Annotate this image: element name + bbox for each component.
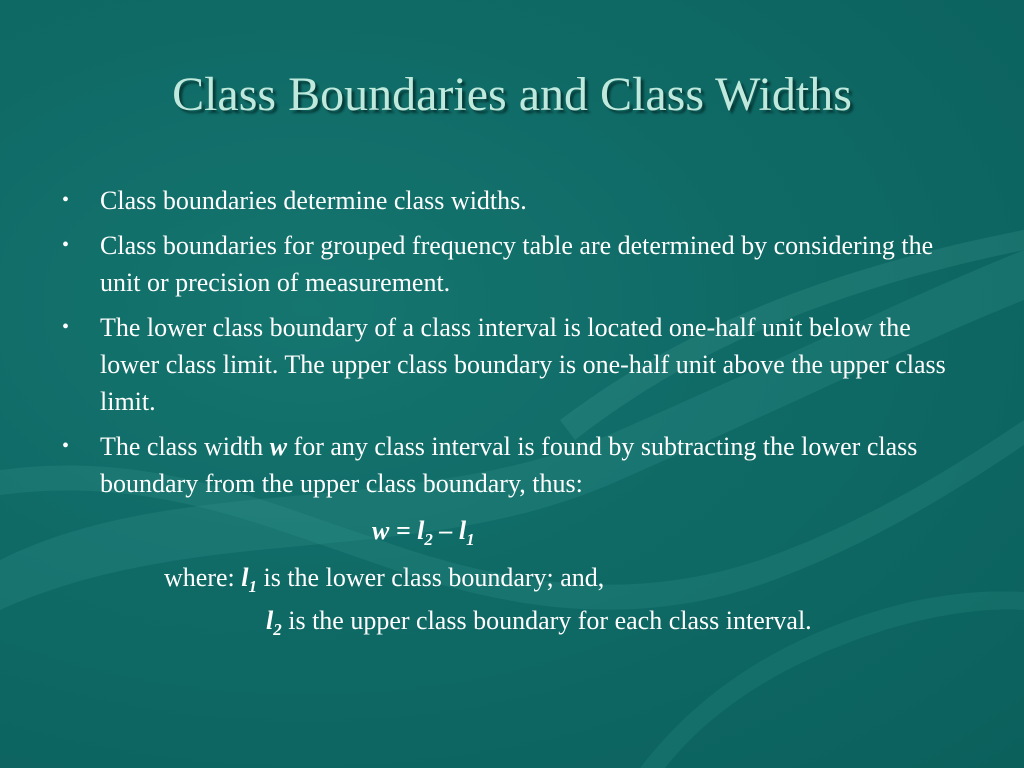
formula-term1: l [417, 516, 425, 545]
definition-text: is the upper class boundary for each class interval. [281, 606, 812, 635]
bullet-item-4 [60, 428, 960, 502]
definition-upper-boundary [266, 602, 812, 639]
bullet-dot-icon: • [62, 234, 70, 256]
definition-lower-boundary [164, 559, 604, 596]
bullet-text: Class boundaries determine class widths. [100, 186, 527, 215]
definition-text: is the lower class boundary; and, [256, 563, 605, 592]
bullet-item-3 [60, 309, 960, 420]
definition-symbol-subscript: 2 [273, 620, 282, 639]
formula-lhs: w [372, 516, 390, 545]
formula-term1-subscript: 2 [424, 530, 433, 549]
bullet-text-before: The class width [100, 432, 270, 461]
bullet-dot-icon: • [62, 435, 70, 457]
slide-title: Class Boundaries and Class Widths [172, 68, 852, 121]
bullet-list [60, 182, 960, 510]
class-width-variable: w [269, 432, 288, 461]
bullet-item-2 [60, 227, 960, 301]
definition-prefix: where: [164, 563, 242, 592]
bullet-text: Class boundaries for grouped frequency table are determined by considering the unit or precision of measurement. [100, 231, 934, 297]
bullet-text-after: for any class interval is found by subtracting the lower class boundary from the upper class boundary, thus: [100, 432, 918, 498]
definition-symbol: l [241, 563, 249, 592]
formula-term2-subscript: 1 [466, 530, 475, 549]
formula-equals: = [389, 516, 418, 545]
bullet-text: The lower class boundary of a class interval is located one-half unit below the lower class limit. The upper class boundary is one-half unit above the upper class limit. [100, 313, 946, 416]
bullet-dot-icon: • [62, 189, 70, 211]
formula-minus: – [432, 516, 459, 545]
class-width-formula [372, 512, 475, 549]
definition-symbol: l [266, 606, 274, 635]
bullet-item-1 [60, 182, 960, 219]
definition-symbol-subscript: 1 [248, 577, 257, 596]
formula-term2: l [458, 516, 467, 545]
bullet-dot-icon: • [62, 316, 70, 338]
